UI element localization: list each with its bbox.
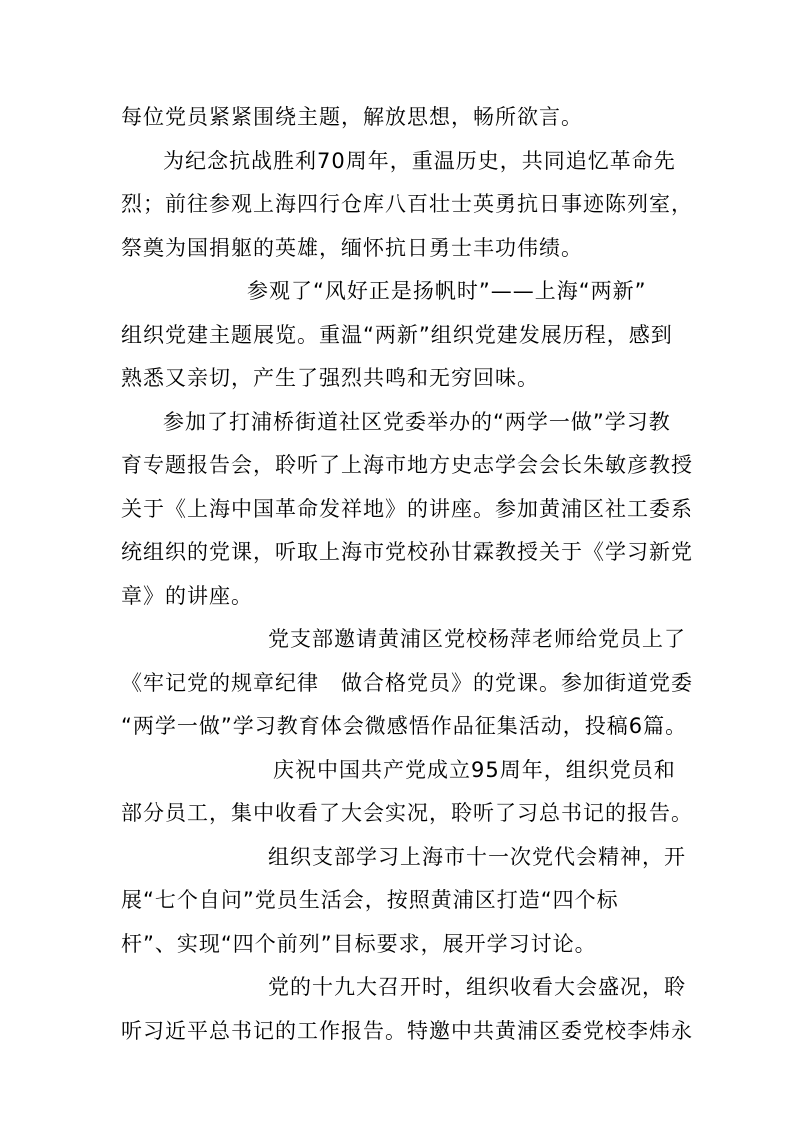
paragraph-1 [121, 96, 681, 140]
text-line: 展“七个自问”党员生活会，按照黄浦区打造“四个标 [121, 888, 619, 912]
paragraph-7 [121, 836, 686, 967]
text-line: 部分员工，集中收看了大会实况，聆听了习总书记的报告。 [121, 801, 693, 825]
text-line: 组织支部学习上海市十一次党代会精神，开 [268, 844, 686, 869]
text-line: 组织党建主题展览。重温“两新”组织党建发展历程，感到 [121, 322, 673, 347]
paragraph-2 [121, 140, 693, 271]
paragraph-8 [121, 966, 693, 1053]
paragraph-5 [121, 618, 693, 749]
text-line: 杆”、实现“四个前列”目标要求，展开学习讨论。 [121, 931, 597, 956]
text-line: 参观了“风好正是扬帆时”——上海“两新” [247, 279, 647, 303]
text-line: 参加了打浦桥街道社区党委举办的“两学一做”学习教 [163, 409, 671, 434]
document-body [121, 96, 693, 1053]
text-line: 章》的讲座。 [121, 583, 253, 608]
paragraph-3 [121, 270, 681, 401]
text-line: 关于《上海中国革命发祥地》的讲座。参加黄浦区社工委系 [121, 496, 693, 521]
text-line: 熟悉又亲切，产生了强烈共鸣和无穷回味。 [121, 366, 539, 390]
paragraph-4 [121, 401, 693, 619]
text-line: 听习近平总书记的工作报告。特邀中共黄浦区委党校李炜永 [121, 1018, 693, 1043]
text-line: 党的十九大召开时，组织收看大会盛况，聆 [268, 975, 686, 999]
text-line: 烈；前往参观上海四行仓库八百壮士英勇抗日事迹陈列室， [121, 192, 693, 216]
text-line: 为纪念抗战胜利70周年，重温历史，共同追忆革命先 [163, 148, 676, 173]
text-line: 《牢记党的规章纪律 做合格党员》的党课。参加街道党委 [121, 670, 693, 695]
paragraph-6 [121, 749, 693, 836]
text-line: 祭奠为国捐躯的英雄，缅怀抗日勇士丰功伟绩。 [121, 235, 583, 260]
text-line: “两学一做”学习教育体会微感悟作品征集活动，投稿6篇。 [121, 714, 688, 738]
text-line: 育专题报告会，聆听了上海市地方史志学会会长朱敏彦教授 [121, 453, 693, 477]
text-line: 党支部邀请黄浦区党校杨萍老师给党员上了 [268, 627, 686, 651]
text-line: 每位党员紧紧围绕主题，解放思想，畅所欲言。 [121, 105, 583, 129]
text-line: 统组织的党课，听取上海市党校孙甘霖教授关于《学习新党 [121, 540, 693, 564]
text-line: 庆祝中国共产党成立95周年，组织党员和 [273, 757, 676, 782]
